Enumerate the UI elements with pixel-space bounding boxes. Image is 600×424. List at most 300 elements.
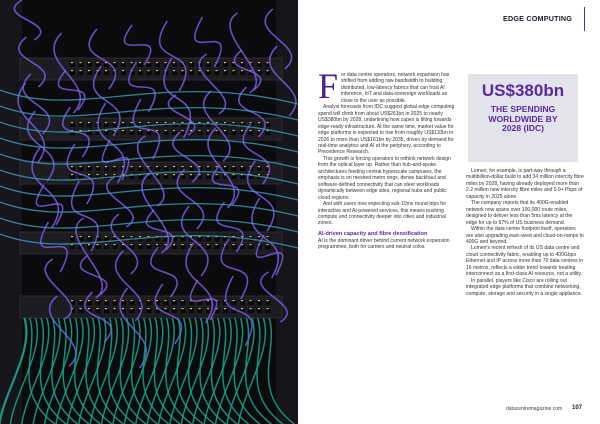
port — [155, 63, 160, 67]
port — [79, 167, 84, 171]
port-led — [88, 62, 90, 63]
port — [249, 245, 254, 249]
port-led — [122, 62, 124, 63]
server-rack-cabling-illustration — [0, 0, 298, 424]
port — [164, 301, 169, 305]
switch-panel — [20, 296, 282, 318]
port — [113, 245, 118, 249]
port-led — [233, 130, 235, 131]
port — [79, 71, 84, 75]
port-led — [80, 122, 82, 123]
article-column-2 — [466, 168, 584, 297]
paragraph: Lumen's recent refresh of its US data centre and cloud connectivity fabric, enabling up to 400Gbps Ethernet and IP across more than 70 data centres in 16 metros, reflects a wider trend towards treating interconnect as a first-class AI resource, not a utility. — [466, 245, 583, 278]
port-led — [105, 122, 107, 123]
port-led — [71, 166, 73, 167]
port-led — [156, 166, 158, 167]
port-led — [224, 130, 226, 131]
port — [189, 309, 194, 313]
port-led — [267, 166, 269, 167]
port — [189, 71, 194, 75]
port — [113, 167, 118, 171]
port — [266, 131, 271, 135]
port-led — [80, 236, 82, 237]
port — [104, 237, 109, 241]
port-led — [148, 300, 150, 301]
port-led — [250, 244, 252, 245]
port-led — [258, 174, 260, 175]
port-led — [80, 62, 82, 63]
port-led — [173, 70, 175, 71]
port — [172, 175, 177, 179]
port-led — [122, 236, 124, 237]
port — [189, 301, 194, 305]
port-led — [156, 122, 158, 123]
port — [104, 245, 109, 249]
port — [130, 131, 135, 135]
port — [257, 301, 262, 305]
port — [104, 131, 109, 135]
port — [138, 131, 143, 135]
port — [240, 71, 245, 75]
port-led — [88, 300, 90, 301]
port-led — [139, 166, 141, 167]
port — [96, 167, 101, 171]
port-led — [258, 166, 260, 167]
port — [198, 131, 203, 135]
paragraph: This growth is forcing operators to rethink network design from the optical layer up. Rather than hub-and-spoke architectures feeding central hyperscale campuses, the emphasis is on meshed metro rings, dense backhaul and software-defined connectivity that can steer workloads dynamically between edge sites, regional hubs and public cloud regions. — [318, 155, 451, 201]
port-led — [258, 70, 260, 71]
port — [70, 175, 75, 179]
port — [215, 245, 220, 249]
port-led — [131, 244, 133, 245]
port — [87, 245, 92, 249]
port-led — [156, 174, 158, 175]
port — [249, 131, 254, 135]
paragraph: The company reports that its 400G-enabled network now spans over 100,000 route miles, designed to deliver less than 5ms latency at the edge for up to 97% of US business demand. — [466, 200, 573, 226]
port-led — [88, 244, 90, 245]
port-led — [148, 62, 150, 63]
port — [257, 309, 262, 313]
port-led — [131, 166, 133, 167]
port-led — [165, 244, 167, 245]
port — [223, 71, 228, 75]
port-led — [105, 174, 107, 175]
port — [87, 301, 92, 305]
port — [266, 309, 271, 313]
port-led — [233, 174, 235, 175]
port-led — [258, 122, 260, 123]
lead-paragraph: For data centre operators, network expansion has shifted from adding raw bandwidth to building distributed, low-latency fabrics that can host AI inference, IoT and data-sovereign workloads as close to the user as possible. — [318, 66, 450, 106]
port — [206, 71, 211, 75]
port — [113, 123, 118, 127]
port — [96, 301, 101, 305]
port — [240, 175, 245, 179]
port — [130, 301, 135, 305]
port — [96, 245, 101, 249]
port-led — [258, 236, 260, 237]
port-led — [190, 174, 192, 175]
port — [215, 237, 220, 241]
port-led — [131, 62, 133, 63]
port — [130, 245, 135, 249]
port — [172, 131, 177, 135]
port-led — [105, 166, 107, 167]
port-led — [190, 308, 192, 309]
port-led — [131, 122, 133, 123]
port — [257, 123, 262, 127]
port-led — [233, 300, 235, 301]
port — [206, 245, 211, 249]
port-led — [207, 166, 209, 167]
port-led — [165, 130, 167, 131]
port — [206, 237, 211, 241]
port-led — [190, 166, 192, 167]
port — [70, 237, 75, 241]
port-led — [114, 122, 116, 123]
port — [249, 301, 254, 305]
paragraph: In parallel, players like Cisco are rolling out integrated edge platforms that combine networking, compute, storage and security in a single appliance. — [466, 277, 583, 297]
port — [189, 175, 194, 179]
port-led — [131, 130, 133, 131]
port-led — [97, 62, 99, 63]
port — [130, 167, 135, 171]
port-led — [71, 70, 73, 71]
port — [87, 123, 92, 127]
port-led — [148, 70, 150, 71]
rack-rail-left — [0, 0, 22, 424]
port-led — [182, 308, 184, 309]
port-led — [71, 174, 73, 175]
port-led — [241, 122, 243, 123]
port-led — [71, 236, 73, 237]
port-led — [216, 244, 218, 245]
port — [104, 71, 109, 75]
port-led — [88, 236, 90, 237]
port-led — [216, 130, 218, 131]
port — [172, 167, 177, 171]
port — [240, 301, 245, 305]
port — [138, 71, 143, 75]
port-led — [148, 122, 150, 123]
port-led — [207, 300, 209, 301]
port-led — [114, 300, 116, 301]
port — [266, 71, 271, 75]
port — [79, 123, 84, 127]
port — [104, 309, 109, 313]
port — [198, 301, 203, 305]
port — [147, 131, 152, 135]
port-led — [216, 174, 218, 175]
port-led — [224, 122, 226, 123]
port — [189, 63, 194, 67]
port — [189, 167, 194, 171]
port — [249, 309, 254, 313]
subheading: AI-driven capacity and fibre densification — [318, 230, 428, 237]
port — [130, 309, 135, 313]
port-led — [114, 174, 116, 175]
port-led — [156, 70, 158, 71]
port — [121, 63, 126, 67]
port-led — [267, 308, 269, 309]
port-led — [139, 236, 141, 237]
section-header: EDGE COMPUTING — [503, 14, 573, 23]
port — [240, 167, 245, 171]
port — [87, 237, 92, 241]
port — [232, 131, 237, 135]
port-led — [241, 62, 243, 63]
server-rack-photo — [0, 0, 298, 424]
port-led — [233, 70, 235, 71]
switch-panel — [20, 118, 282, 140]
port — [70, 63, 75, 67]
port-led — [80, 308, 82, 309]
port-led — [267, 62, 269, 63]
port-led — [148, 244, 150, 245]
port — [266, 301, 271, 305]
port-led — [199, 308, 201, 309]
port-led — [233, 122, 235, 123]
port — [215, 71, 220, 75]
port-led — [267, 236, 269, 237]
port — [70, 123, 75, 127]
port — [138, 245, 143, 249]
port — [104, 301, 109, 305]
port-led — [71, 62, 73, 63]
port-led — [241, 300, 243, 301]
port-led — [182, 300, 184, 301]
port — [87, 71, 92, 75]
port — [138, 63, 143, 67]
port — [266, 123, 271, 127]
port-led — [216, 122, 218, 123]
port-led — [182, 130, 184, 131]
port-led — [88, 122, 90, 123]
port — [96, 309, 101, 313]
port — [172, 309, 177, 313]
port-led — [165, 174, 167, 175]
port — [70, 71, 75, 75]
port-led — [250, 236, 252, 237]
port — [121, 301, 126, 305]
port-led — [173, 308, 175, 309]
port — [172, 71, 177, 75]
port-led — [267, 122, 269, 123]
port-led — [105, 244, 107, 245]
port-led — [250, 308, 252, 309]
port — [198, 309, 203, 313]
port-led — [139, 308, 141, 309]
port — [79, 63, 84, 67]
port-led — [207, 70, 209, 71]
port-led — [80, 166, 82, 167]
port — [223, 63, 228, 67]
port — [79, 301, 84, 305]
port-led — [224, 308, 226, 309]
port-led — [190, 130, 192, 131]
port-led — [182, 122, 184, 123]
port — [87, 167, 92, 171]
port — [232, 175, 237, 179]
port-led — [122, 122, 124, 123]
port — [181, 309, 186, 313]
port — [172, 63, 177, 67]
port-led — [88, 308, 90, 309]
port-led — [182, 244, 184, 245]
article-column-1 — [318, 66, 458, 251]
port — [87, 63, 92, 67]
port — [164, 131, 169, 135]
port-led — [114, 308, 116, 309]
port-led — [165, 62, 167, 63]
port-led — [207, 130, 209, 131]
paragraph: And with users now expecting sub-10ms round-trips for interactive and AI-powered services, this means pushing compute and connectivity deeper into cities and industrial zones. — [318, 201, 447, 227]
header-accent-rule — [584, 7, 585, 31]
port-led — [207, 308, 209, 309]
stat-callout — [468, 74, 578, 162]
port-led — [207, 62, 209, 63]
port — [181, 175, 186, 179]
port-led — [165, 300, 167, 301]
port — [138, 167, 143, 171]
port — [257, 63, 262, 67]
port-led — [173, 166, 175, 167]
port-led — [165, 122, 167, 123]
paragraph: Analyst forecasts from IDC suggest global edge computing spend will climb from about US$261bn in 2025 to nearly US$380bn by 2028, underlining how capex is tilting towards edge-ready infrastructure. At the same time, market value for edge platforms is expected to rise from roughly US$110bn in 2026 to more than US$161bn by 2035, driven by demand for real-time analytics and AI at the periphery, according to Precedence Research. — [318, 104, 455, 156]
drop-cap: F — [318, 66, 339, 106]
port — [257, 167, 262, 171]
port — [206, 167, 211, 171]
port-led — [173, 244, 175, 245]
port-led — [224, 70, 226, 71]
port-led — [105, 308, 107, 309]
port-led — [216, 70, 218, 71]
port — [215, 131, 220, 135]
port — [164, 167, 169, 171]
port-led — [105, 70, 107, 71]
page-number: 107 — [572, 405, 583, 411]
port — [70, 245, 75, 249]
port — [147, 309, 152, 313]
paragraph: Within the data centre footprint itself, operators are also upgrading east–west and cloud-on-ramps to 400G and beyond. — [466, 226, 584, 245]
port-led — [97, 174, 99, 175]
port-led — [131, 300, 133, 301]
port — [121, 123, 126, 127]
port — [147, 301, 152, 305]
port — [79, 309, 84, 313]
port-led — [267, 300, 269, 301]
port-led — [114, 62, 116, 63]
port — [172, 245, 177, 249]
port — [155, 71, 160, 75]
port-led — [216, 166, 218, 167]
port-led — [139, 62, 141, 63]
port-led — [250, 122, 252, 123]
port-led — [241, 70, 243, 71]
port-led — [241, 166, 243, 167]
port-led — [80, 70, 82, 71]
port — [96, 63, 101, 67]
port — [232, 245, 237, 249]
port-led — [97, 300, 99, 301]
port-led — [71, 300, 73, 301]
port — [206, 63, 211, 67]
port-led — [122, 130, 124, 131]
paragraph: Lumen, for example, is part-way through a multibillion-dollar build to add 34 million intercity fibre miles by 2028, having already deployed more than 2.2 million new intercity fibre miles and 5.9+ Pbps of capacity in 2025 alone. — [466, 168, 584, 200]
port-led — [165, 308, 167, 309]
port-led — [173, 174, 175, 175]
callout-text: THE SPENDING WORLDWIDE BY 2028 (IDC) — [488, 104, 558, 134]
port-led — [233, 166, 235, 167]
port-led — [182, 70, 184, 71]
port — [232, 167, 237, 171]
port-led — [173, 130, 175, 131]
port-led — [122, 308, 124, 309]
port-led — [122, 300, 124, 301]
footer-site: datacentremagazine.com — [506, 406, 563, 412]
port-led — [233, 244, 235, 245]
port-led — [224, 62, 226, 63]
port-led — [105, 300, 107, 301]
port-led — [173, 122, 175, 123]
port — [155, 167, 160, 171]
callout-figure: US$380bn — [481, 81, 565, 100]
port — [147, 71, 152, 75]
port-led — [139, 130, 141, 131]
port — [206, 175, 211, 179]
port-led — [148, 236, 150, 237]
paragraph: AI is the dominant driver behind current network expansion programmes, both for carriers and neutral colos. — [318, 237, 450, 251]
port-led — [156, 244, 158, 245]
port-led — [139, 122, 141, 123]
port — [113, 309, 118, 313]
port-led — [88, 166, 90, 167]
port-led — [267, 70, 269, 71]
port-led — [139, 244, 141, 245]
port-led — [207, 174, 209, 175]
port-led — [114, 166, 116, 167]
port-led — [71, 122, 73, 123]
port — [87, 131, 92, 135]
port — [232, 71, 237, 75]
port-led — [139, 70, 141, 71]
port — [232, 301, 237, 305]
port-led — [267, 244, 269, 245]
port-led — [250, 300, 252, 301]
port — [113, 301, 118, 305]
port-led — [173, 62, 175, 63]
port-led — [97, 308, 99, 309]
port-led — [250, 130, 252, 131]
port-led — [258, 62, 260, 63]
port-led — [114, 130, 116, 131]
port-led — [207, 244, 209, 245]
port-led — [199, 130, 201, 131]
port-led — [190, 70, 192, 71]
port-led — [173, 300, 175, 301]
port-led — [131, 236, 133, 237]
port — [164, 175, 169, 179]
port-led — [182, 166, 184, 167]
port-led — [190, 62, 192, 63]
port-led — [122, 70, 124, 71]
port — [147, 63, 152, 67]
port — [147, 245, 152, 249]
port — [181, 245, 186, 249]
port — [104, 167, 109, 171]
port-led — [241, 130, 243, 131]
port — [121, 71, 126, 75]
port-led — [207, 122, 209, 123]
